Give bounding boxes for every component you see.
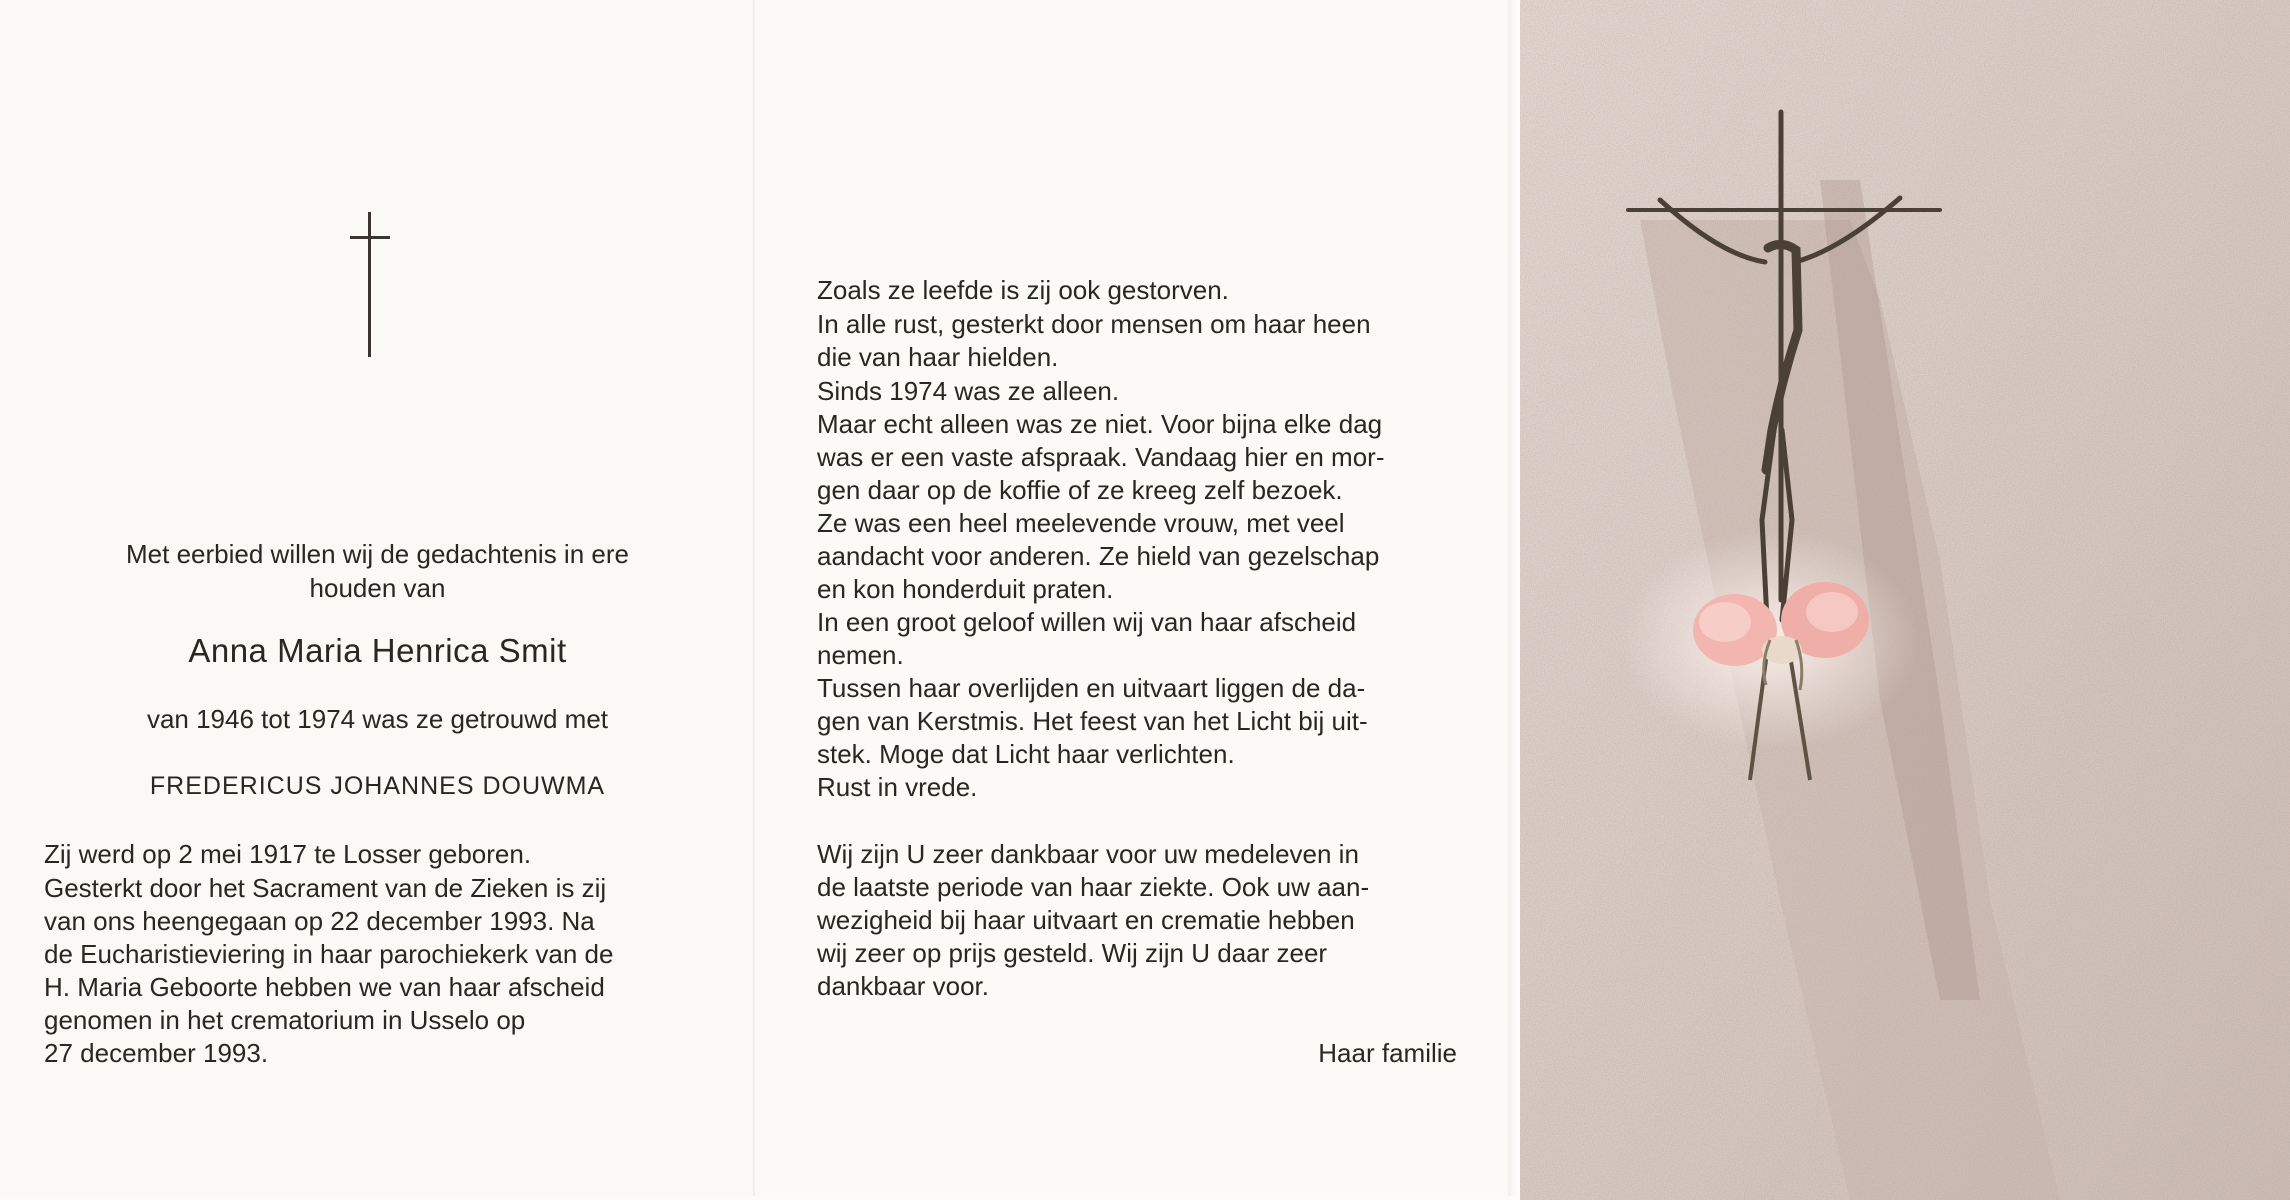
crucifix-image	[1520, 0, 2290, 1200]
poem-line: Tussen haar overlijden en uitvaart liggen de da-	[817, 673, 1366, 703]
poem-line: gen daar op de koffie of ze kreeg zelf bezoek.	[817, 475, 1343, 505]
poem-line: nemen.	[817, 640, 904, 670]
bio-line: Gesterkt door het Sacrament van de Zieken is zij	[44, 873, 607, 903]
cross-icon-bar	[350, 236, 390, 239]
signature: Haar familie	[1318, 1038, 1457, 1068]
middle-panel	[755, 0, 1510, 1196]
poem-line: gen van Kerstmis. Het feest van het Licht bij uit-	[817, 706, 1368, 736]
thanks-line: de laatste periode van haar ziekte. Ook uw aan-	[817, 872, 1370, 902]
bio-line: 27 december 1993.	[44, 1038, 269, 1068]
poem-line: Rust in vrede.	[817, 772, 978, 802]
crucifix-photo	[1520, 0, 2290, 1200]
spouse-name: FREDERICUS JOHANNES DOUWMA	[149, 772, 606, 800]
bio-line: Zij werd op 2 mei 1917 te Losser geboren.	[44, 839, 532, 869]
poem-line: In alle rust, gesterkt door mensen om haar heen	[817, 309, 1371, 339]
poem-line: Ze was een heel meelevende vrouw, met veel	[817, 508, 1345, 538]
poem-line: was er een vaste afspraak. Vandaag hier en mor-	[817, 442, 1385, 472]
poem-line: Zoals ze leefde is zij ook gestorven.	[817, 275, 1229, 305]
thanks-line: Wij zijn U zeer dankbaar voor uw medeleven in	[817, 839, 1359, 869]
married-line: van 1946 tot 1974 was ze getrouwd met	[146, 704, 609, 734]
thanks-line: wij zeer op prijs gesteld. Wij zijn U daar zeer	[817, 938, 1328, 968]
left-panel	[0, 0, 755, 1196]
poem-line: Sinds 1974 was ze alleen.	[817, 376, 1120, 406]
poem-line: Maar echt alleen was ze niet. Voor bijna elke dag	[817, 409, 1383, 439]
intro-line-2: houden van	[309, 573, 446, 603]
thanks-line: dankbaar voor.	[817, 971, 990, 1001]
bio-line: de Eucharistieviering in haar parochiekerk van de	[44, 939, 614, 969]
poem-line: In een groot geloof willen wij van haar afscheid	[817, 607, 1357, 637]
bio-line: H. Maria Geboorte hebben we van haar afscheid	[44, 972, 605, 1002]
poem-line: stek. Moge dat Licht haar verlichten.	[817, 739, 1235, 769]
bio-line: genomen in het crematorium in Usselo op	[44, 1005, 526, 1035]
thanks-line: wezigheid bij haar uitvaart en crematie hebben	[817, 905, 1355, 935]
intro-line-1: Met eerbied willen wij de gedachtenis in ere	[126, 539, 629, 569]
bio-line: van ons heengegaan op 22 december 1993. Na	[44, 906, 595, 936]
poem-line: en kon honderduit praten.	[817, 574, 1114, 604]
poem-line: die van haar hielden.	[817, 342, 1059, 372]
fold-line-2	[1508, 0, 1520, 1196]
deceased-name: Anna Maria Henrica Smit	[188, 632, 567, 669]
cross-icon	[368, 212, 371, 357]
poem-line: aandacht voor anderen. Ze hield van gezelschap	[817, 541, 1380, 571]
